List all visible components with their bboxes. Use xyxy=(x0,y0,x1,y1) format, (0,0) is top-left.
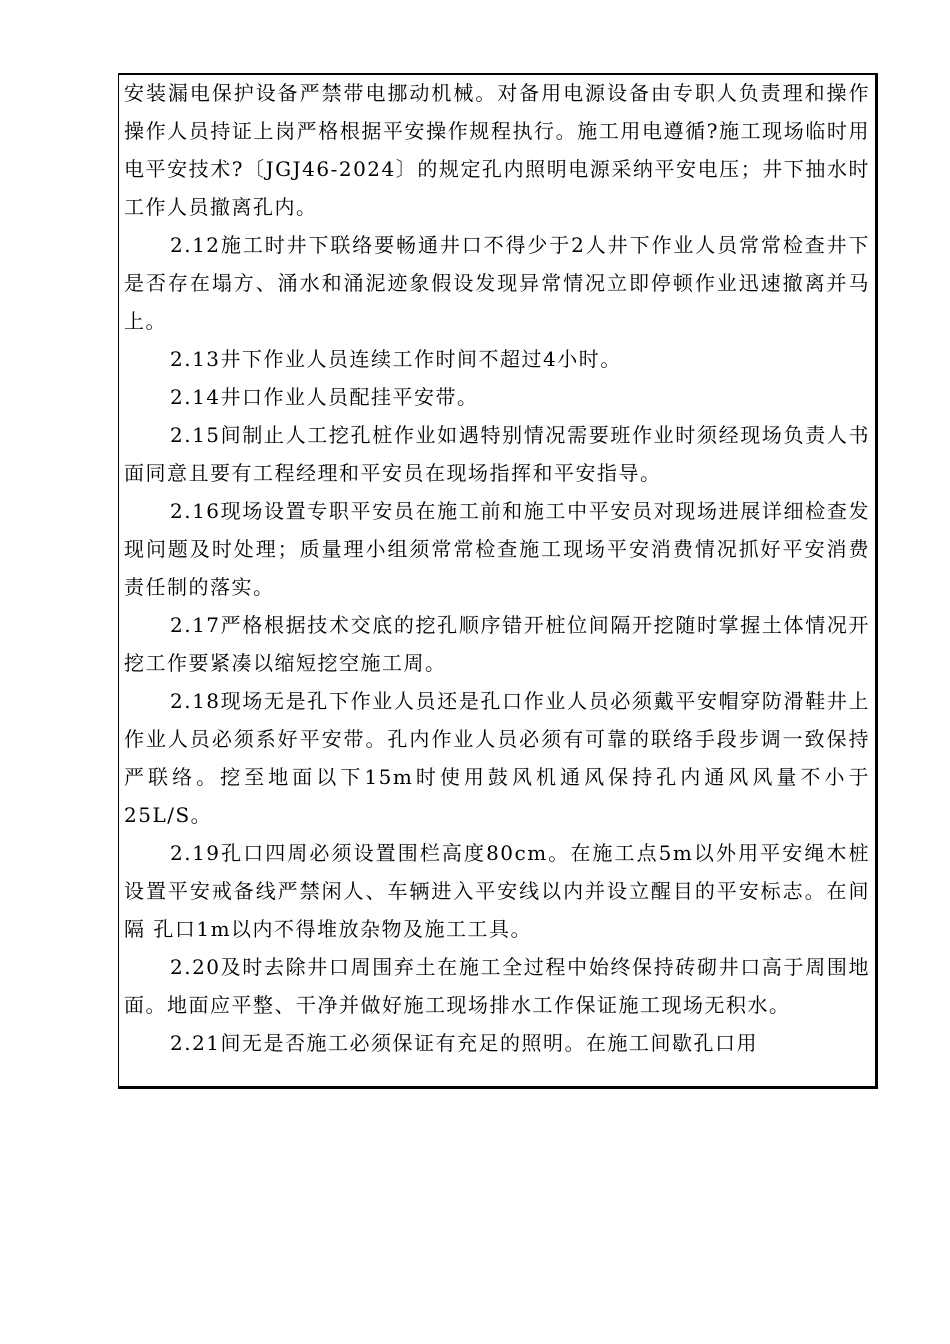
document-body xyxy=(124,74,870,1062)
paragraph-2-14: 2.14井口作业人员配挂平安带。 xyxy=(170,385,479,409)
paragraph-2-19: 2.19孔口四周必须设置围栏高度80cm。在施工点5m以外用平安绳木桩设置平安戒备线严禁闲人、车辆进入平安线以内并设立醒目的平安标志。在间隔 孔口1m以内不得堆放杂物及施工工具。 xyxy=(124,841,870,941)
paragraph-2-13: 2.13井下作业人员连续工作时间不超过4小时。 xyxy=(170,347,622,371)
paragraph-continuation: 安装漏电保护设备严禁带电挪动机械。对备用电源设备由专职人负责理和操作操作人员持证上岗严格根据平安操作规程执行。施工用电遵循?施工现场临时用电平安技术?〔JGJ46-2024〕的规定孔内照明电源采纳平安电压；井下抽水时工作人员撤离孔内。 xyxy=(124,81,870,219)
paragraph-2-16: 2.16现场设置专职平安员在施工前和施工中平安员对现场进展详细检查发现问题及时处理；质量理小组须常常检查施工现场平安消费情况抓好平安消费责任制的落实。 xyxy=(124,499,870,599)
paragraph-2-17: 2.17严格根据技术交底的挖孔顺序错开桩位间隔开挖随时掌握土体情况开挖工作要紧凑以缩短挖空施工周。 xyxy=(124,613,870,675)
paragraph-2-15: 2.15间制止人工挖孔桩作业如遇特别情况需要班作业时须经现场负责人书面同意且要有工程经理和平安员在现场指挥和平安指导。 xyxy=(124,423,870,485)
paragraph-2-20: 2.20及时去除井口周围弃土在施工全过程中始终保持砖砌井口高于周围地面。地面应平整、干净并做好施工现场排水工作保证施工现场无积水。 xyxy=(124,955,870,1017)
paragraph-2-12: 2.12施工时井下联络要畅通井口不得少于2人井下作业人员常常检查井下是否存在塌方、涌水和涌泥迹象假设发现异常情况立即停顿作业迅速撤离并马上。 xyxy=(124,233,870,333)
paragraph-2-18: 2.18现场无是孔下作业人员还是孔口作业人员必须戴平安帽穿防滑鞋井上作业人员必须系好平安带。孔内作业人员必须有可靠的联络手段步调一致保持严联络。挖至地面以下15m时使用鼓风机通风保持孔内通风风量不小于25L/S。 xyxy=(124,689,870,827)
paragraph-2-21: 2.21间无是否施工必须保证有充足的照明。在施工间歇孔口用 xyxy=(170,1031,759,1055)
